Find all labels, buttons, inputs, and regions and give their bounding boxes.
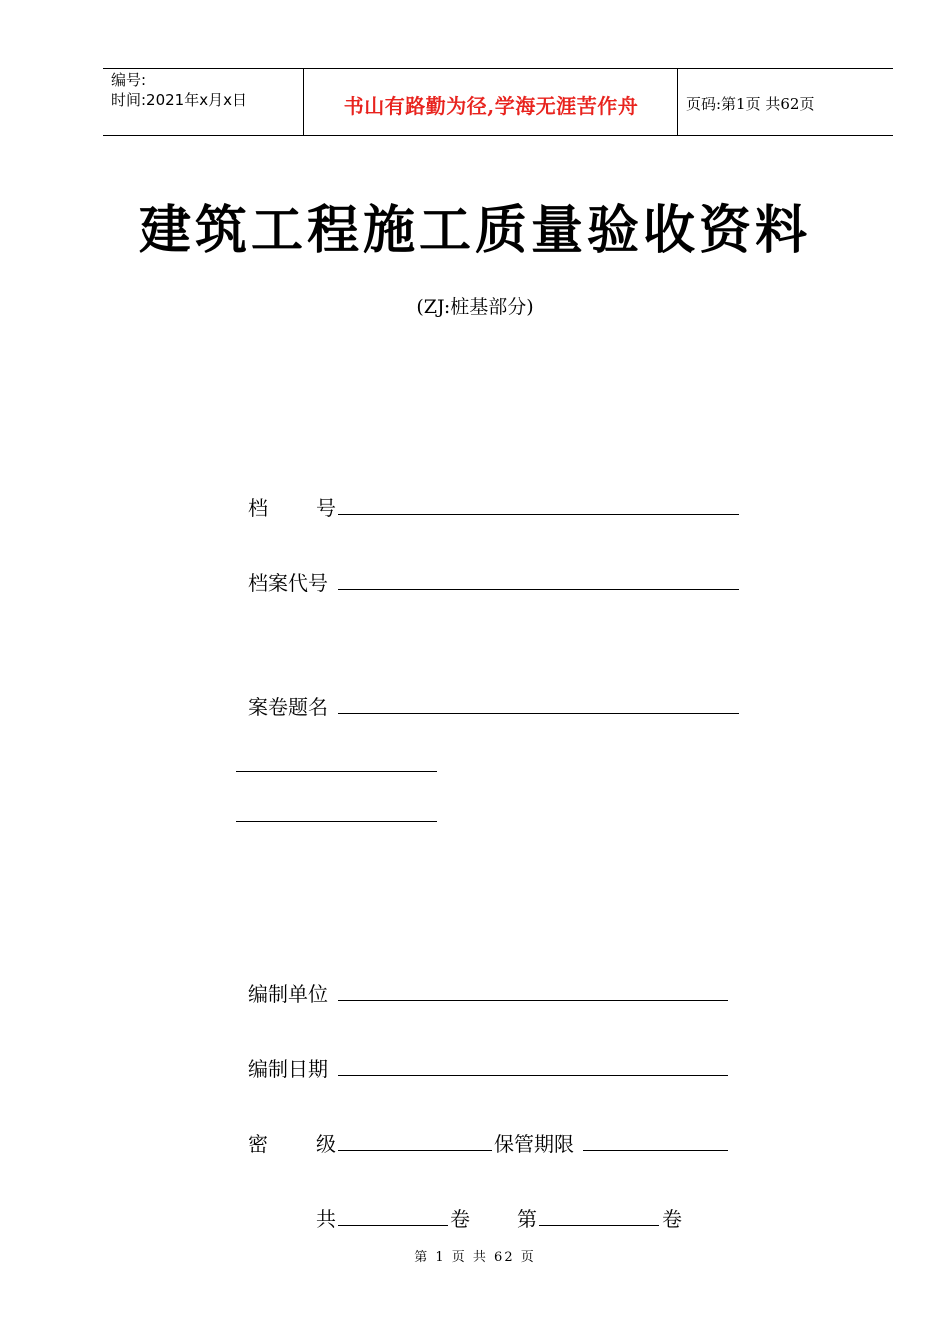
header-motto: 书山有路勤为径,学海无涯苦作舟 — [343, 94, 639, 118]
time-label: 时间:2021年x月x日 — [111, 91, 247, 109]
header-divider-right — [677, 68, 678, 136]
header-top-rule — [103, 68, 893, 69]
volume-no-label-a: 第 — [517, 1207, 537, 1231]
total-volumes-label-a: 共 — [316, 1207, 336, 1231]
case-title-field[interactable] — [338, 713, 739, 714]
archive-code-label: 档案代号 — [248, 571, 328, 595]
compile-date-label: 编制日期 — [248, 1057, 328, 1081]
archive-no-label-a: 档 — [248, 496, 268, 520]
volume-no-label-b: 卷 — [662, 1207, 682, 1231]
header-bottom-rule — [103, 135, 893, 136]
document-subtitle: (ZJ:桩基部分) — [416, 296, 534, 318]
total-volumes-label-b: 卷 — [450, 1207, 470, 1231]
case-title-label: 案卷题名 — [248, 695, 328, 719]
case-title-field-line-2[interactable] — [236, 771, 437, 772]
compiler-unit-field[interactable] — [338, 1000, 728, 1001]
total-volumes-field[interactable] — [338, 1225, 448, 1226]
header-divider-left — [303, 68, 304, 136]
header-meta — [111, 70, 247, 110]
secret-level-label-a: 密 — [248, 1132, 268, 1156]
retention-period-field[interactable] — [583, 1150, 728, 1151]
archive-no-label-b: 号 — [316, 496, 336, 520]
archive-code-field[interactable] — [338, 589, 739, 590]
compiler-unit-label: 编制单位 — [248, 982, 328, 1006]
page-footer: 第 1 页 共 62 页 — [414, 1250, 536, 1265]
secret-level-field[interactable] — [338, 1150, 492, 1151]
compile-date-field[interactable] — [338, 1075, 728, 1076]
case-title-field-line-3[interactable] — [236, 821, 437, 822]
header-page-info: 页码:第1页 共62页 — [686, 95, 815, 113]
volume-no-field[interactable] — [539, 1225, 659, 1226]
secret-level-label-b: 级 — [316, 1132, 336, 1156]
serial-label: 编号: — [111, 71, 147, 89]
retention-period-label: 保管期限 — [494, 1132, 574, 1156]
document-title: 建筑工程施工质量验收资料 — [138, 200, 811, 261]
archive-no-field[interactable] — [338, 514, 739, 515]
